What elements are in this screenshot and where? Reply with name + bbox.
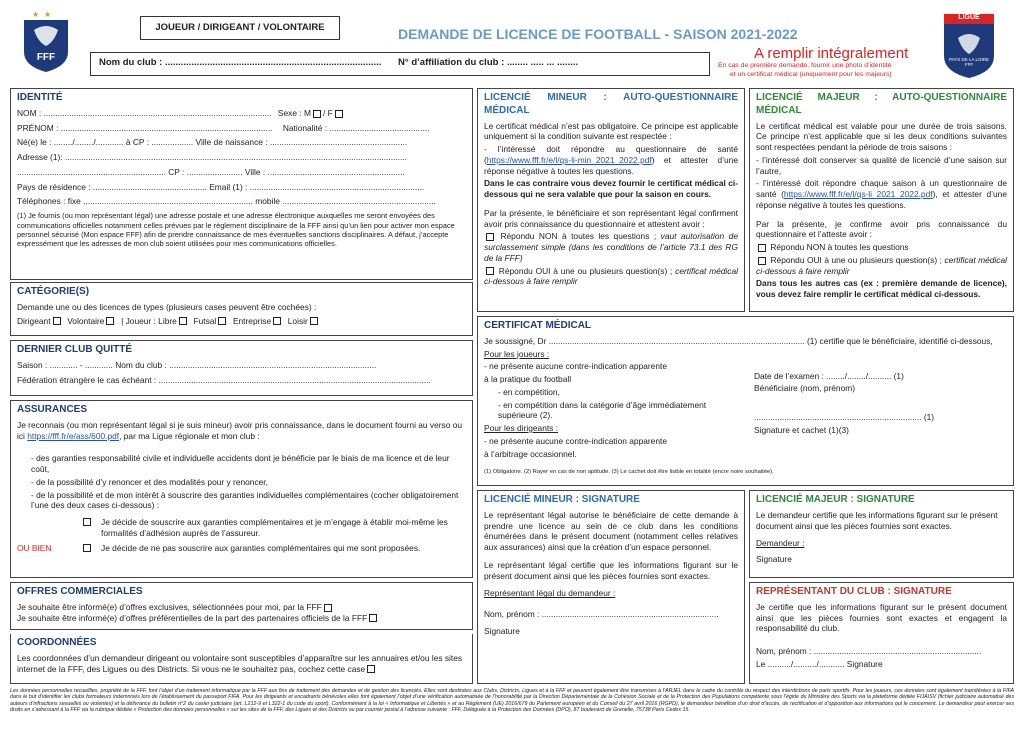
fff-logo-text: FFF <box>36 52 56 63</box>
majeur-q-link[interactable]: https://www.fff.fr/e/l/qs-li_2021_2022.pdf <box>783 189 933 200</box>
svg-text:★: ★ <box>32 10 40 19</box>
mineur-q-p2 <box>484 144 738 176</box>
identite-title: IDENTITÉ <box>17 92 63 103</box>
cat-entreprise-checkbox[interactable] <box>273 317 281 325</box>
offres-fff-checkbox[interactable] <box>324 604 332 612</box>
club-sig-nom-field[interactable]: Nom, prénom : ........................................................................ <box>756 646 982 657</box>
cp-ville-field[interactable]: ................................................................ CP : ........................ Ville : ........................................................... <box>17 166 405 177</box>
cat-loisir-checkbox[interactable] <box>310 317 318 325</box>
offres-partenaires-checkbox[interactable] <box>369 614 377 622</box>
mineur-sig-nom-field[interactable]: Nom, prénom : ............................................................................ <box>484 609 719 620</box>
cat-dirigeant-label: Dirigeant <box>17 315 51 326</box>
mineur-q-r1b: vaut autorisation de surclassement simple (dans les conditions de l’article 73.1 des RG de la FFF) <box>484 231 738 263</box>
majeur-q-p2: - l’intéressé doit conserver sa qualité de licencié d’une saison sur l’autre, <box>756 154 1007 176</box>
majeur-sig-signature-label: Signature <box>756 554 792 565</box>
telephones-field[interactable]: Téléphones : fixe ......................................................................... mobile .................................................................. <box>17 196 436 207</box>
categorie-options <box>17 316 466 327</box>
mineur-q-r2a: Répondu OUI à une ou plusieurs question(s) ; <box>498 265 673 276</box>
certificat-d1: - ne présente aucune contre-indication apparente <box>484 435 667 446</box>
majeur-q-p3b: ), et attester d’une réponse négative à toutes les questions. <box>756 189 1007 210</box>
majeur-q-p4: Par la présente, je confirme avoir pris connaissance du questionnaire et l’atteste avoir : <box>756 218 1007 240</box>
mineur-signature-title: LICENCIÉ MINEUR : SIGNATURE <box>484 494 640 505</box>
assurances-title: ASSURANCES <box>17 404 88 415</box>
majeur-q-p1: Le certificat médical est valable pour une durée de trois saisons. Ce principe n’est applicable que si les deux conditions suivantes sont respectées pendant la période de trois saisons : <box>756 120 1007 153</box>
club-label: Nom du club : .................................................................................. <box>99 57 382 68</box>
certificat-beneficiaire-field[interactable]: ........................................................................ (1) <box>754 412 935 423</box>
fff-logo <box>18 8 74 74</box>
certificat-joueurs-label: Pour les joueurs : <box>484 348 550 359</box>
cat-futsal-checkbox[interactable] <box>218 317 226 325</box>
majeur-q-p3a: - l’intéressé doit répondre chaque saison à un questionnaire de santé ( <box>756 178 1007 200</box>
federation-field[interactable]: Fédération étrangère le cas échéant : ..................................................................................................................... <box>17 374 431 385</box>
club-sig-date-field[interactable]: Le ........../........../........... Signature <box>756 658 883 669</box>
coordonnees-title: COORDONNÉES <box>17 637 97 648</box>
remplir-title: A remplir intégralement <box>754 45 909 62</box>
assurances-link[interactable]: https://fff.fr/e/ass/600.pdf <box>27 430 120 441</box>
adresse-field[interactable]: Adresse (1): ................................................................................................................................................... <box>17 152 407 163</box>
pays-email-field[interactable]: Pays de résidence : ................................................. Email (1) : ........................................................................... <box>17 181 425 192</box>
club-signature-section <box>749 582 1014 684</box>
assurances-section <box>10 400 473 578</box>
cat-loisir-label: Loisir <box>287 315 308 326</box>
cat-libre-label: | Joueur : Libre <box>121 315 177 326</box>
majeur-signature-section <box>749 490 1014 578</box>
ligue-logo <box>940 10 998 80</box>
cat-futsal-label: Futsal <box>193 315 217 326</box>
majeur-q-p3 <box>756 178 1007 210</box>
mineur-q-p2b: ) et attester d’une réponse négative à toutes les questions. <box>484 154 738 176</box>
assurance-refuser-checkbox[interactable] <box>83 544 91 552</box>
identite-section <box>10 88 473 280</box>
assurance-souscrire-label: Je décide de souscrire aux garanties complémentaires et je m’engage à établir moi-même les formalités d’adhésion auprès de l’assureur. <box>101 517 448 538</box>
certificat-j3: - en compétition, <box>498 386 560 397</box>
sexe-f-label: / F <box>322 107 333 118</box>
ligue-logo-bottom: PAYS DE LA LOIRE FFF <box>948 57 990 67</box>
sexe-m-checkbox[interactable] <box>313 110 321 118</box>
certificat-d2: à l’arbitrage occasionnel. <box>484 448 577 459</box>
mineur-sig-p2: Le représentant légal certifie que les informations figurant sur le présent document ainsi que les pièces fournies sont exactes. <box>484 559 738 581</box>
header-tag: JOUEUR / DIRIGEANT / VOLONTAIRE <box>140 16 340 40</box>
certificat-dr-field[interactable]: Je soussigné, Dr .............................................................................................................. (1) certifie que le bénéficiaire, identifié ci-dessous, <box>484 335 993 346</box>
oubien-label: OU BIEN <box>17 542 52 553</box>
certificat-exam-field[interactable]: Date de l’examen : ......../......../.......... (1) <box>754 370 904 381</box>
coordonnees-text: Les coordonnées d’un demandeur dirigeant ou volontaire sont susceptibles d’apparaître sur les annuaires et/ou les sites internet de la FFF, des Ligues ou des Districts. Si vous ne le souhaitez pas, cochez cette case <box>17 652 463 674</box>
majeur-sig-p1: Le demandeur certifie que les informations figurant sur le présent document ainsi que les pièces fournies sont exactes. <box>756 509 998 531</box>
majeur-q-r2b: certificat médical ci-dessous à faire remplir <box>756 254 1007 276</box>
assurance-refuser-label: Je décide de ne pas souscrire aux garanties complémentaires qui me sont proposées. <box>101 542 421 553</box>
mineur-signature-section <box>477 490 745 684</box>
cat-libre-checkbox[interactable] <box>179 317 187 325</box>
assurances-intro-text: Je reconnais (ou mon représentant légal si je suis mineur) avoir pris connaissance, dans le document fourni au verso ou ici <box>17 419 463 441</box>
mineur-q-p3: Dans le cas contraire vous devez fournir le certificat médical ci-dessous qui ne sera valable que pour la saison en cours. <box>484 178 738 200</box>
categorie-section <box>10 282 473 336</box>
offres-partenaires-label: Je souhaite être informé(e) d’offres préférentielles de la part des partenaires officiels de la FFF <box>17 612 368 623</box>
nationalite-field[interactable]: Nationalité : ........................................... <box>282 122 430 133</box>
certificat-j1: - ne présente aucune contre-indication apparente <box>484 361 667 372</box>
assurances-bullet-2: - de la possibilité d’y renoncer et des modalités pour y renoncer, <box>31 476 268 487</box>
mineur-questionnaire-title: LICENCIÉ MINEUR : AUTO-QUESTIONNAIRE MÉDICAL <box>484 92 738 116</box>
identite-note: (1) Je fournis (ou mon représentant légal) une adresse postale et une adresse électronique auxquelles me seront envoyées des communications officielles notamment celles prévues par le règlement disciplinaire de la FFF ainsi qu’un lien pour activer mon espace personnel sécurisé (Mon espace FFF) afin de prendre connaissance de mes éventuelles sanctions disciplinaires. A défaut, j’accepte expressément que les adresses de mon club soient utilisées pour mes communications officielles. <box>17 211 455 249</box>
sexe-f-checkbox[interactable] <box>335 110 343 118</box>
nom-field[interactable]: NOM : .................................................................................................. <box>17 107 272 118</box>
majeur-q-r1-label: Répondu NON à toutes les questions <box>770 242 909 253</box>
assurance-option-1 <box>17 517 466 539</box>
assurances-bullet-3: - de la possibilité et de mon intérêt à souscrire des garanties individuelles complémentaires (cocher obligatoirement l’une des deux cases ci-dessous) : <box>31 489 459 511</box>
remplir-note-2: et un certificat médical (uniquement pour les majeurs) <box>730 71 892 78</box>
majeur-oui-checkbox[interactable] <box>758 257 766 265</box>
nom-row[interactable] <box>17 108 466 119</box>
svg-text:★: ★ <box>44 10 52 19</box>
certificat-j2: à la pratique du football <box>484 374 572 385</box>
saison-club-field[interactable]: Saison : ............ - ............ Nom du club : ......................................................................................... <box>17 359 377 370</box>
club-sig-p1: Je certifie que les informations figurant sur le présent document ainsi que les pièces fournies sont exactes et engagent la responsabilité du club. <box>756 601 1007 634</box>
mineur-sig-rep-label: Représentant légal du demandeur : <box>484 588 616 599</box>
assurances-intro-end: , par ma Ligue régionale et mon club : <box>119 430 260 441</box>
cat-entreprise-label: Entreprise <box>232 315 272 326</box>
club-signature-title: REPRÉSENTANT DU CLUB : SIGNATURE <box>756 586 952 597</box>
certificat-j4: - en compétition dans la catégorie d’âge immédiatement supérieure (2). <box>498 399 707 421</box>
affiliation-label: N° d’affiliation du club : ........ ..... ... ........ <box>398 57 579 68</box>
dernier-club-title: DERNIER CLUB QUITTÉ <box>17 344 132 355</box>
mineur-q-p2a: - l’intéressé doit répondre au questionnaire de santé ( <box>484 144 738 165</box>
assurance-souscrire-checkbox[interactable] <box>83 518 91 526</box>
majeur-signature-title: LICENCIÉ MAJEUR : SIGNATURE <box>756 494 915 505</box>
mineur-q-r2 <box>484 266 738 288</box>
majeur-sig-demandeur-label: Demandeur : <box>756 538 805 549</box>
mineur-oui-checkbox[interactable] <box>486 267 494 275</box>
offres-section <box>10 582 473 630</box>
assurance-option-2 <box>17 543 466 554</box>
page-title: DEMANDE DE LICENCE DE FOOTBALL - SAISON 2021-2022 <box>398 26 798 42</box>
offres-fff-label: Je souhaite être informé(e) d’offres exclusives, sélectionnées pour moi, par la FFF <box>17 601 322 612</box>
naissance-field[interactable]: Né(e) le : ......../......../............ à CP : .................. Ville de naissance : ........................................................... <box>17 137 408 148</box>
majeur-q-r1 <box>756 242 1007 253</box>
offres-title: OFFRES COMMERCIALES <box>17 586 143 597</box>
majeur-non-checkbox[interactable] <box>758 244 766 252</box>
mineur-sig-signature-label: Signature <box>484 625 520 636</box>
prenom-field[interactable]: PRÉNOM : ........................................................................................... <box>17 122 273 133</box>
assurances-bullet-1: - des garanties responsabilité civile et individuelle accidents dont je bénéficie par le biais de ma licence et de leur coût, <box>31 453 450 475</box>
certificat-beneficiaire-label: Bénéficiaire (nom, prénom) <box>754 383 856 394</box>
dernier-club-section <box>10 340 473 396</box>
mineur-non-checkbox[interactable] <box>486 233 494 241</box>
mineur-questionnaire-section <box>477 88 745 312</box>
categorie-title: CATÉGORIE(S) <box>17 286 90 297</box>
certificat-signature-label: Signature et cachet (1)(3) <box>754 424 849 435</box>
coordonnees-section <box>10 634 473 684</box>
assurances-intro <box>17 420 466 442</box>
remplir-note-1: En cas de première demande, fournir une photo d’identité <box>718 62 892 69</box>
mineur-q-p1: Le certificat médical n’est pas obligatoire. Ce principe est applicable uniquement si la condition suivante est respectée : <box>484 120 738 142</box>
majeur-q-p5: Dans tous les autres cas (ex : première demande de licence), vous devez faire remplir le certificat médical ci-dessous. <box>756 278 1007 300</box>
certificat-dirigeants-label: Pour les dirigeants : <box>484 423 559 434</box>
cat-volontaire-label: Volontaire <box>67 315 105 326</box>
mineur-q-r2b: certificat médical ci-dessous à faire remplir <box>484 265 738 287</box>
sexe-label: Sexe : M <box>277 107 311 118</box>
club-field[interactable] <box>90 52 710 76</box>
majeur-q-r2a: Répondu OUI à une ou plusieurs question(s) ; <box>770 254 942 265</box>
certificat-footnote: (1) Obligatoire. (2) Rayer en cas de non aptitude. (3) Le cachet doit être lisible en totalité (encre noire souhaitée). <box>484 468 774 475</box>
certificat-section <box>477 316 1014 486</box>
ligue-logo-top: LIGUE <box>958 14 980 21</box>
mineur-q-p4: Par la présente, le bénéficiaire et son représentant légal confirment avoir pris connaissance du questionnaire et attestent avoir : <box>484 207 738 229</box>
majeur-q-r2 <box>756 255 1007 277</box>
mineur-q-link[interactable]: https://www.fff.fr/e/l/qs-li-min_2021_2022.pdf <box>486 154 652 165</box>
certificat-title: CERTIFICAT MÉDICAL <box>484 320 592 331</box>
mineur-sig-p1: Le représentant légal autorise le bénéficiaire de cette demande à prendre une licence au sein de ce club dans les conditions énumérées dans le présent document (notamment celles relatives aux assurances) ainsi que la création d’un espace personnel. <box>484 509 738 553</box>
majeur-questionnaire-section <box>749 88 1014 312</box>
coordonnees-checkbox[interactable] <box>367 665 375 673</box>
cat-volontaire-checkbox[interactable] <box>106 317 114 325</box>
footer-rgpd-text: Les données personnelles recueillies, propriété de la FFF, font l’objet d’un traitement informatique par la FFF aux fins de traitement des demandes et de gestion des licenciés. Elles sont destinées aux Clubs, Districts, Ligues et à la FFF et peuvent également être transmises à l’ARJEL dans le cadre du contrôle du respect des interdictions de paris sportifs. Pour les joueurs, ces données sont également transférées à la FIFA dans le but d’identifier les clubs formateurs indemnisés lors de l’établissement du passeport FIFA. Pour les dirigeants et encadrants bénévoles elles font également l’objet d’une vérification automatisée de l’honorabilité par la Direction Départementale de la Cohésion Sociale et de la Protection des Populations compétente sous l’égide du Ministère des Sports via la plateforme dédiée FIJAISV (fichier judiciaire automatisé des auteurs d’infractions sexuelles ou violentes) et la délivrance du bulletin n°2 du casier judiciaire (art. L212-9 et L322-1 du code du sport). Conformément à la loi « Informatique et Libertés » et au Règlement (UE) 2016/679 du Parlement européen et du Conseil du 27 avril 2016 (RGPD), le demandeur bénéficie d’un droit d’accès, de rectification et d’opposition aux informations qui le concernent. Le demandeur peut exercer ses droits en s’adressant à la FFF via la rubrique dédiée « Protection des données personnelles » sur les sites de la FFF, des Ligues et des Districts ou par courrier postal à l’adresse suivante : FFF, Déléguée à la Protection des Données (DPO), 87 boulevard de Grenelle, 75738 Paris Cedex 15. <box>10 688 1014 714</box>
mineur-q-r1 <box>484 231 738 263</box>
majeur-questionnaire-title: LICENCIÉ MAJEUR : AUTO-QUESTIONNAIRE MÉDICAL <box>756 92 1007 116</box>
categorie-intro: Demande une ou des licences de types (plusieurs cases peuvent être cochées) : <box>17 301 317 312</box>
mineur-q-r1a: Répondu NON à toutes les questions ; <box>500 231 657 242</box>
cat-dirigeant-checkbox[interactable] <box>53 317 61 325</box>
